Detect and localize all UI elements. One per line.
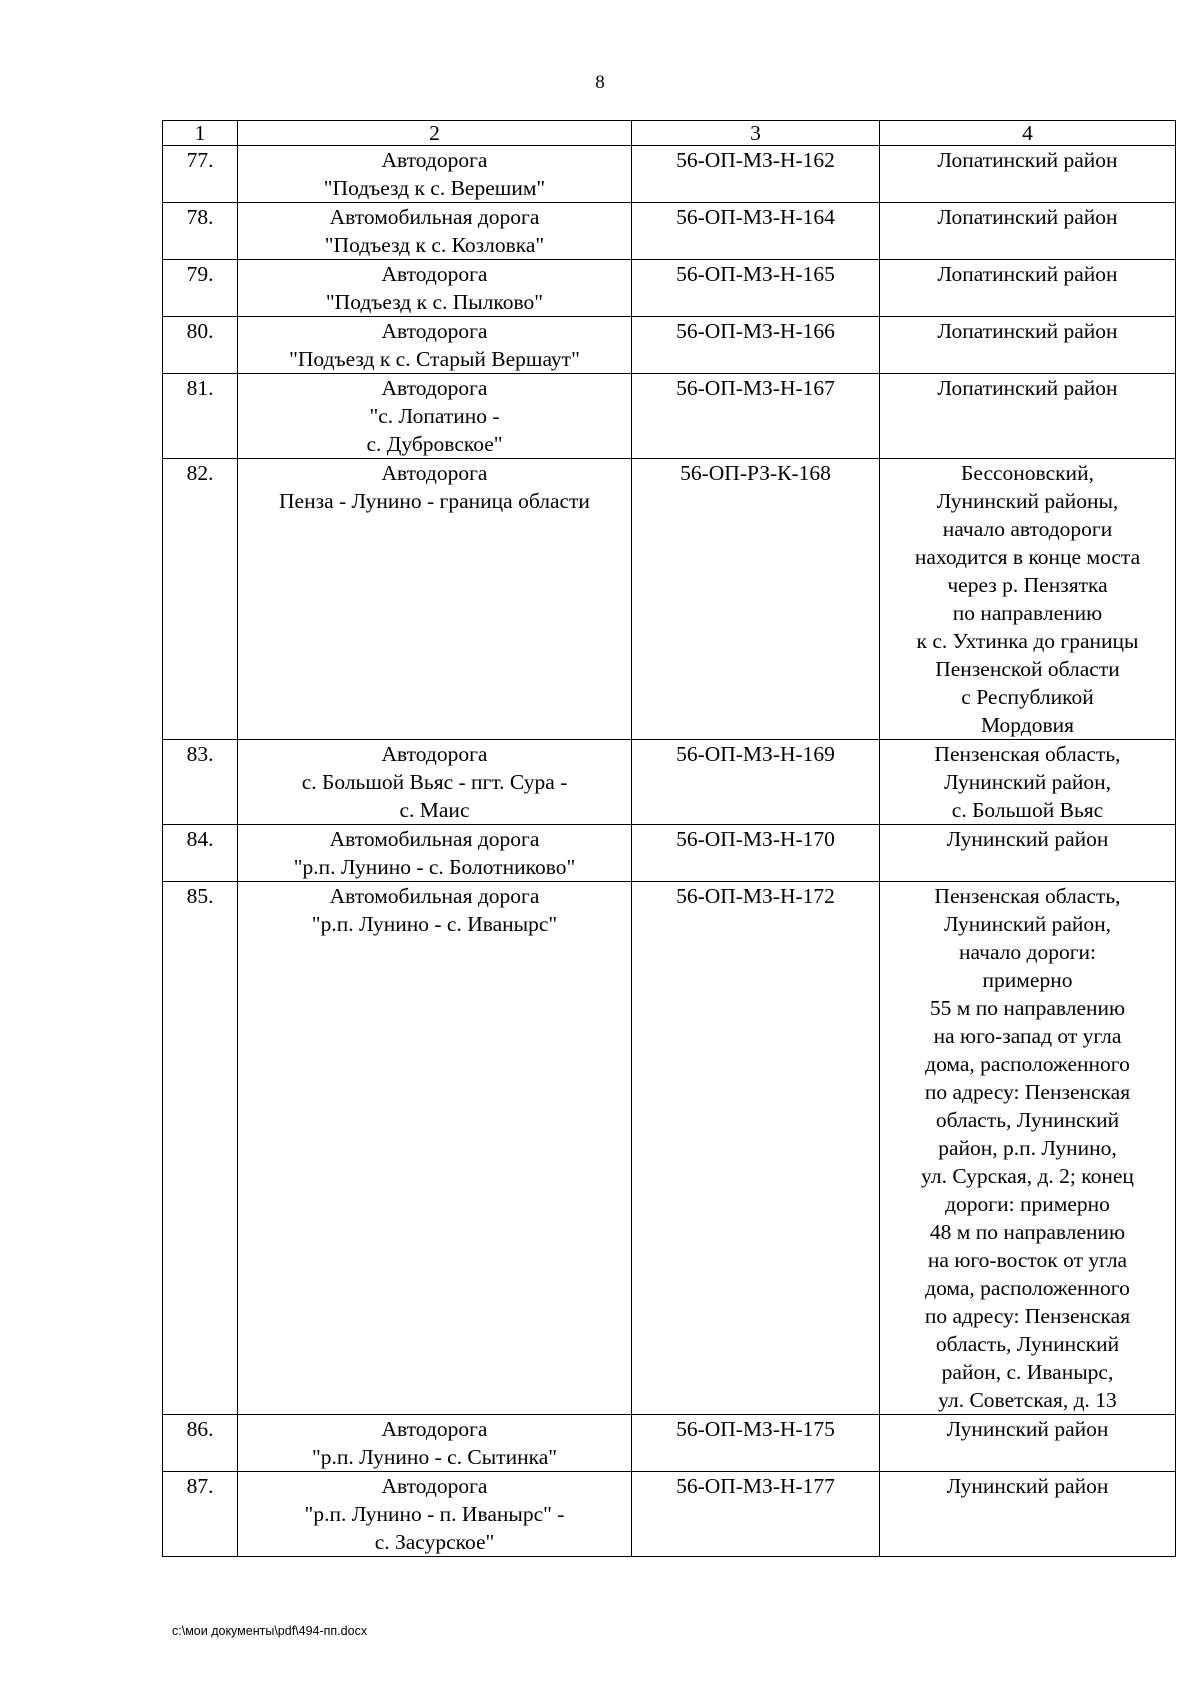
road-name-cell: Автодорога Пенза - Лунино - граница области	[238, 459, 632, 740]
road-code-cell: 56-ОП-МЗ-Н-170	[632, 825, 880, 882]
column-header: 4	[880, 121, 1176, 146]
column-header: 1	[163, 121, 238, 146]
location-cell: Лунинский район	[880, 825, 1176, 882]
table-row	[163, 740, 1176, 825]
column-header: 2	[238, 121, 632, 146]
location-cell: Лопатинский район	[880, 260, 1176, 317]
row-number-cell: 86.	[163, 1415, 238, 1472]
road-name-cell: Автодорога "р.п. Лунино - с. Сытинка"	[238, 1415, 632, 1472]
road-code-cell: 56-ОП-РЗ-К-168	[632, 459, 880, 740]
table-header-row	[163, 121, 1176, 146]
location-cell: Лопатинский район	[880, 317, 1176, 374]
column-header: 3	[632, 121, 880, 146]
location-cell: Лунинский район	[880, 1472, 1176, 1557]
road-name-cell: Автодорога "Подъезд к с. Пылково"	[238, 260, 632, 317]
road-code-cell: 56-ОП-МЗ-Н-169	[632, 740, 880, 825]
road-name-cell: Автодорога с. Большой Вьяс - пгт. Сура - с. Маис	[238, 740, 632, 825]
location-cell: Бессоновский, Лунинский районы, начало автодороги находится в конце моста через р. Пензятка по направлению к с. Ухтинка до границы Пензенской области с Республикой Мордовия	[880, 459, 1176, 740]
row-number-cell: 84.	[163, 825, 238, 882]
road-name-cell: Автодорога "Подъезд к с. Верешим"	[238, 146, 632, 203]
road-code-cell: 56-ОП-МЗ-Н-164	[632, 203, 880, 260]
table-row	[163, 882, 1176, 1415]
page-number: 8	[595, 72, 605, 93]
location-cell: Лунинский район	[880, 1415, 1176, 1472]
row-number-cell: 83.	[163, 740, 238, 825]
road-code-cell: 56-ОП-МЗ-Н-162	[632, 146, 880, 203]
road-name-cell: Автомобильная дорога "р.п. Лунино - с. Болотниково"	[238, 825, 632, 882]
row-number-cell: 85.	[163, 882, 238, 1415]
road-code-cell: 56-ОП-МЗ-Н-175	[632, 1415, 880, 1472]
row-number-cell: 80.	[163, 317, 238, 374]
location-cell: Лопатинский район	[880, 374, 1176, 459]
table-row	[163, 203, 1176, 260]
road-name-cell: Автомобильная дорога "Подъезд к с. Козловка"	[238, 203, 632, 260]
road-name-cell: Автомобильная дорога "р.п. Лунино - с. Иванырс"	[238, 882, 632, 1415]
road-code-cell: 56-ОП-МЗ-Н-172	[632, 882, 880, 1415]
table-row	[163, 1472, 1176, 1557]
location-cell: Лопатинский район	[880, 203, 1176, 260]
road-code-cell: 56-ОП-МЗ-Н-167	[632, 374, 880, 459]
road-name-cell: Автодорога "Подъезд к с. Старый Вершаут"	[238, 317, 632, 374]
table-row	[163, 825, 1176, 882]
table-row	[163, 146, 1176, 203]
row-number-cell: 81.	[163, 374, 238, 459]
row-number-cell: 79.	[163, 260, 238, 317]
table-row	[163, 459, 1176, 740]
location-cell: Пензенская область, Лунинский район, начало дороги: примерно 55 м по направлению на юго-запад от угла дома, расположенного по адресу: Пензенская область, Лунинский район, р.п. Лунино, ул. Сурская, д. 2; конец дороги: примерно 48 м по направлению на юго-восток от угла дома, расположенного по адресу: Пензенская область, Лунинский район, с. Иваныpc, ул. Советская, д. 13	[880, 882, 1176, 1415]
table-row	[163, 317, 1176, 374]
table-row	[163, 374, 1176, 459]
row-number-cell: 87.	[163, 1472, 238, 1557]
table-row	[163, 260, 1176, 317]
road-code-cell: 56-ОП-МЗ-Н-165	[632, 260, 880, 317]
road-code-cell: 56-ОП-МЗ-Н-166	[632, 317, 880, 374]
table-row	[163, 1415, 1176, 1472]
road-name-cell: Автодорога "с. Лопатино - с. Дубровское"	[238, 374, 632, 459]
row-number-cell: 82.	[163, 459, 238, 740]
row-number-cell: 77.	[163, 146, 238, 203]
location-cell: Пензенская область, Лунинский район, с. Большой Вьяс	[880, 740, 1176, 825]
roads-table	[162, 120, 1176, 1557]
location-cell: Лопатинский район	[880, 146, 1176, 203]
road-code-cell: 56-ОП-МЗ-Н-177	[632, 1472, 880, 1557]
file-path-footer: c:\мои документы\pdf\494-пп.docx	[172, 1624, 368, 1638]
row-number-cell: 78.	[163, 203, 238, 260]
road-name-cell: Автодорога "р.п. Лунино - п. Иваныpc" - с. Засурское"	[238, 1472, 632, 1557]
